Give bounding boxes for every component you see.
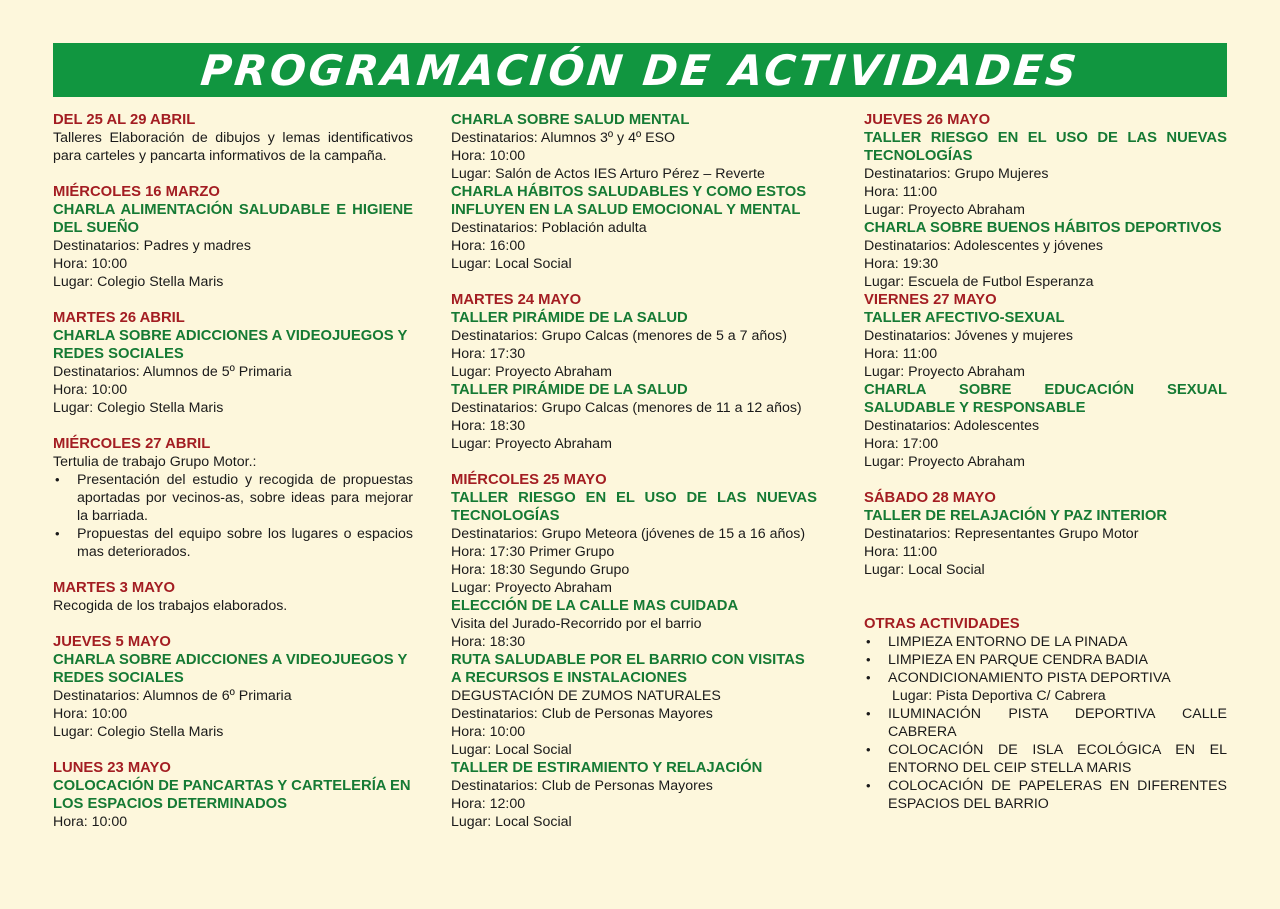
bullet-list	[53, 471, 413, 561]
activity-text: Visita del Jurado-Recorrido por el barrio	[451, 616, 702, 632]
activity-text: Talleres Elaboración de dibujos y lemas identificativos para carteles y pancarta informativos de la campaña.	[53, 130, 413, 164]
activity-hora: Hora: 10:00	[451, 148, 526, 164]
list-item: • Presentación del estudio y recogida de propuestas aportadas por vecinos-as, sobre ideas para mejorar la barriada.	[53, 471, 413, 525]
activity-destinatarios: Destinatarios: Jóvenes y mujeres	[864, 328, 1073, 344]
list-item: • ILUMINACIÓN PISTA DEPORTIVA CALLE CABRERA	[864, 705, 1227, 741]
other-activities-list	[864, 705, 1227, 813]
date-heading: MIÉRCOLES 25 MAYO	[451, 472, 607, 488]
activity-destinatarios: Destinatarios: Población adulta	[451, 220, 647, 236]
activity-lugar: Lugar: Proyecto Abraham	[864, 364, 1025, 380]
date-heading: MARTES 24 MAYO	[451, 292, 582, 308]
date-heading: MIÉRCOLES 27 ABRIL	[53, 436, 211, 452]
activity-title: CHARLA SOBRE ADICCIONES A VIDEOJUEGOS Y REDES SOCIALES	[53, 652, 408, 686]
activity-title: TALLER PIRÁMIDE DE LA SALUD	[451, 382, 688, 398]
activity-title: COLOCACIÓN DE PANCARTAS Y CARTELERÍA EN LOS ESPACIOS DETERMINADOS	[53, 778, 411, 812]
activity-destinatarios: Destinatarios: Grupo Calcas (menores de 5 a 7 años)	[451, 328, 787, 344]
activity-title: TALLER RIESGO EN EL USO DE LAS NUEVAS TECNOLOGÍAS	[864, 130, 1227, 164]
activity-lugar: Lugar: Local Social	[864, 562, 985, 578]
activity-hora: Hora: 18:30 Segundo Grupo	[451, 562, 630, 578]
list-item: • COLOCACIÓN DE ISLA ECOLÓGICA EN EL ENTORNO DEL CEIP STELLA MARIS	[864, 741, 1227, 777]
page-title: PROGRAMACIÓN DE ACTIVIDADES	[198, 45, 1082, 95]
activity-lugar: Lugar: Proyecto Abraham	[451, 436, 612, 452]
activity-lugar: Lugar: Colegio Stella Maris	[53, 274, 224, 290]
date-heading: MARTES 3 MAYO	[53, 580, 175, 596]
activity-title: TALLER AFECTIVO-SEXUAL	[864, 310, 1065, 326]
list-item: • LIMPIEZA EN PARQUE CENDRA BADIA	[864, 651, 1227, 669]
activity-text: Tertulia de trabajo Grupo Motor.:	[53, 454, 257, 470]
date-heading: MIÉRCOLES 16 MARZO	[53, 184, 220, 200]
activity-lugar: Lugar: Proyecto Abraham	[451, 580, 612, 596]
activity-title: TALLER DE ESTIRAMIENTO Y RELAJACIÓN	[451, 760, 763, 776]
activity-lugar: Lugar: Colegio Stella Maris	[53, 724, 224, 740]
date-heading: MARTES 26 ABRIL	[53, 310, 185, 326]
activity-destinatarios: Destinatarios: Adolescentes	[864, 418, 1040, 434]
activity-hora: Hora: 17:30	[451, 346, 526, 362]
activity-destinatarios: Destinatarios: Adolescentes y jóvenes	[864, 238, 1103, 254]
activity-hora: Hora: 11:00	[864, 346, 938, 362]
activity-hora: Hora: 12:00	[451, 796, 526, 812]
activity-destinatarios: Destinatarios: Padres y madres	[53, 238, 251, 254]
activity-destinatarios: Destinatarios: Alumnos de 6º Primaria	[53, 688, 292, 704]
date-heading: SÁBADO 28 MAYO	[864, 490, 996, 506]
activity-lugar: Lugar: Pista Deportiva C/ Cabrera	[892, 688, 1106, 704]
activity-destinatarios: Destinatarios: Alumnos 3º y 4º ESO	[451, 130, 676, 146]
activity-hora: Hora: 18:30	[451, 418, 526, 434]
activity-title: TALLER RIESGO EN EL USO DE LAS NUEVAS TECNOLOGÍAS	[451, 490, 817, 524]
other-activities-heading: OTRAS ACTIVIDADES	[864, 616, 1020, 632]
activity-hora: Hora: 19:30	[864, 256, 939, 272]
activity-title: ELECCIÓN DE LA CALLE MAS CUIDADA	[451, 598, 739, 614]
date-heading: JUEVES 5 MAYO	[53, 634, 171, 650]
activity-lugar: Lugar: Proyecto Abraham	[864, 202, 1025, 218]
activity-destinatarios: Destinatarios: Club de Personas Mayores	[451, 778, 713, 794]
list-item: • COLOCACIÓN DE PAPELERAS EN DIFERENTES ESPACIOS DEL BARRIO	[864, 777, 1227, 813]
activity-hora: Hora: 17:00	[864, 436, 939, 452]
column-right	[864, 111, 1227, 813]
activity-title: CHARLA SOBRE SALUD MENTAL	[451, 112, 690, 128]
activity-lugar: Lugar: Colegio Stella Maris	[53, 400, 224, 416]
activity-title: TALLER DE RELAJACIÓN Y PAZ INTERIOR	[864, 508, 1168, 524]
date-heading: DEL 25 AL 29 ABRIL	[53, 112, 196, 128]
activity-hora: Hora: 18:30	[451, 634, 526, 650]
activity-title: CHARLA SOBRE EDUCACIÓN SEXUAL SALUDABLE Y RESPONSABLE	[864, 382, 1227, 416]
activity-lugar: Lugar: Salón de Actos IES Arturo Pérez – Reverte	[451, 166, 765, 182]
activity-destinatarios: Destinatarios: Grupo Mujeres	[864, 166, 1049, 182]
activity-destinatarios: Destinatarios: Club de Personas Mayores	[451, 706, 713, 722]
activity-title: CHARLA HÁBITOS SALUDABLES Y COMO ESTOS INFLUYEN EN LA SALUD EMOCIONAL Y MENTAL	[451, 184, 807, 218]
activity-hora: Hora: 10:00	[53, 382, 128, 398]
activity-destinatarios: Destinatarios: Grupo Calcas (menores de 11 a 12 años)	[451, 400, 802, 416]
activity-hora: Hora: 11:00	[864, 544, 938, 560]
activity-hora: Hora: 10:00	[53, 256, 128, 272]
title-banner	[53, 43, 1227, 97]
activity-title: CHARLA SOBRE ADICCIONES A VIDEOJUEGOS Y REDES SOCIALES	[53, 328, 408, 362]
activity-hora: Hora: 17:30 Primer Grupo	[451, 544, 615, 560]
activity-destinatarios: Destinatarios: Grupo Meteora (jóvenes de 15 a 16 años)	[451, 526, 806, 542]
activity-hora: Hora: 10:00	[451, 724, 526, 740]
activity-lugar: Lugar: Proyecto Abraham	[864, 454, 1025, 470]
list-item: • ACONDICIONAMIENTO PISTA DEPORTIVA	[864, 669, 1227, 687]
activity-hora: Hora: 11:00	[864, 184, 938, 200]
list-item: • LIMPIEZA ENTORNO DE LA PINADA	[864, 633, 1227, 651]
activity-lugar: Lugar: Local Social	[451, 742, 572, 758]
activity-title: RUTA SALUDABLE POR EL BARRIO CON VISITAS A RECURSOS E INSTALACIONES	[451, 652, 805, 686]
activity-title: TALLER PIRÁMIDE DE LA SALUD	[451, 310, 688, 326]
activity-title: CHARLA SOBRE BUENOS HÁBITOS DEPORTIVOS	[864, 220, 1222, 236]
activity-text: DEGUSTACIÓN DE ZUMOS NATURALES	[451, 688, 721, 704]
activity-lugar: Lugar: Local Social	[451, 256, 572, 272]
activity-destinatarios: Destinatarios: Alumnos de 5º Primaria	[53, 364, 292, 380]
other-activities-list	[864, 633, 1227, 687]
date-heading: LUNES 23 MAYO	[53, 760, 171, 776]
activity-hora: Hora: 10:00	[53, 814, 128, 830]
column-left	[53, 111, 413, 831]
date-heading: JUEVES 26 MAYO	[864, 112, 991, 128]
list-item: • Propuestas del equipo sobre los lugares o espacios mas deteriorados.	[53, 525, 413, 561]
activity-lugar: Lugar: Proyecto Abraham	[451, 364, 612, 380]
column-middle	[451, 111, 817, 831]
date-heading: VIERNES 27 MAYO	[864, 292, 997, 308]
activity-hora: Hora: 16:00	[451, 238, 526, 254]
activity-destinatarios: Destinatarios: Representantes Grupo Motor	[864, 526, 1139, 542]
activity-text: Recogida de los trabajos elaborados.	[53, 598, 288, 614]
activity-title: CHARLA ALIMENTACIÓN SALUDABLE E HIGIENE DEL SUEÑO	[53, 202, 413, 236]
activity-lugar: Lugar: Escuela de Futbol Esperanza	[864, 274, 1094, 290]
activity-hora: Hora: 10:00	[53, 706, 128, 722]
activity-lugar: Lugar: Local Social	[451, 814, 572, 830]
